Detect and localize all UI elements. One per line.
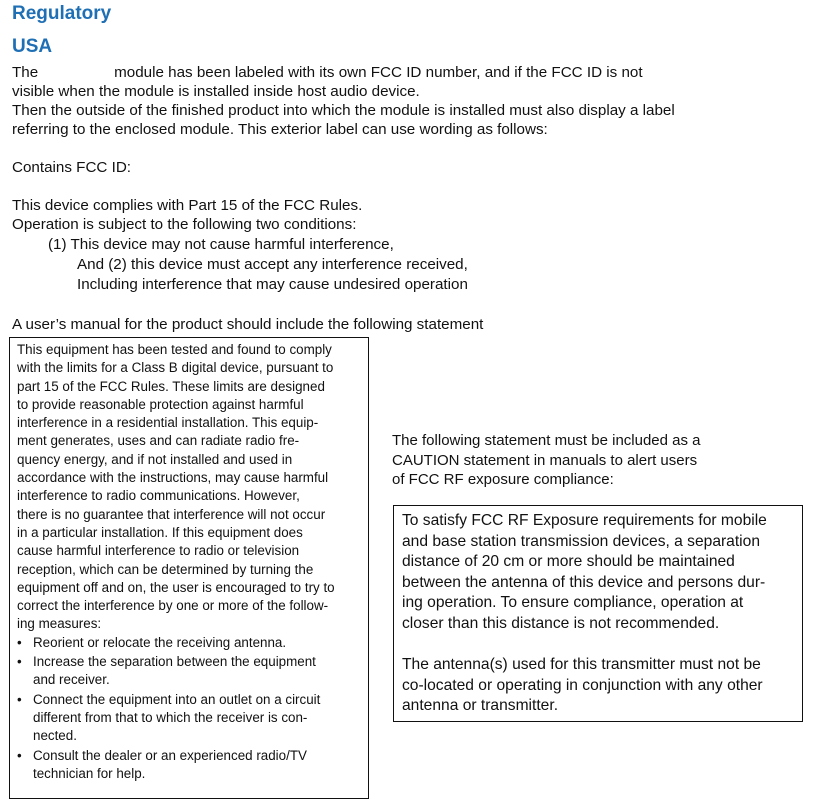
rf-line: between the antenna of this device and persons dur-: [402, 573, 766, 591]
measure-line: Increase the separation between the equipment: [33, 654, 316, 670]
class-b-line: This equipment has been tested and found to comply: [17, 342, 332, 357]
measure-item: [17, 691, 362, 746]
measure-item: [17, 634, 362, 652]
measure-line: Connect the equipment into an outlet on a circuit: [33, 691, 321, 707]
class-b-line: there is no guarantee that interference will not occur: [17, 506, 326, 522]
measure-line: nected.: [33, 728, 77, 744]
measure-line: and receiver.: [33, 672, 110, 688]
measure-item: [17, 653, 362, 690]
class-b-line: equipment off and on, the user is encouraged to try to: [17, 579, 335, 595]
contains-fcc-id: Contains FCC ID:: [12, 159, 132, 176]
measures-list: [17, 634, 362, 783]
rf-line: and base station transmission devices, a separation: [402, 532, 760, 550]
class-b-line: cause harmful interference to radio or television: [17, 543, 300, 559]
intro-line-3: Then the outside of the finished product into which the module is installed must also display a label: [12, 102, 675, 119]
measure-line: Consult the dealer or an experienced radio/TV: [33, 747, 307, 763]
class-b-statement-box: [9, 337, 369, 799]
bullet-icon: •: [17, 691, 22, 707]
caution-intro-line: CAUTION statement in manuals to alert users: [392, 451, 698, 469]
measure-line: technician for help.: [33, 765, 146, 781]
class-b-line: reception, which can be determined by turning the: [17, 561, 314, 577]
caution-intro-line: of FCC RF exposure compliance:: [392, 471, 614, 489]
condition-3: Including interference that may cause undesired operation: [77, 276, 468, 293]
paragraph-gap: [402, 635, 794, 656]
intro-line-1: The module has been labeled with its own FCC ID number, and if the FCC ID is not: [12, 64, 643, 81]
page-heading: Regulatory: [12, 3, 112, 24]
class-b-line: ing measures:: [17, 616, 102, 632]
class-b-line: accordance with the instructions, may cause harmful: [17, 470, 329, 486]
caution-intro-line: The following statement must be included as a: [392, 432, 701, 449]
class-b-line: part 15 of the FCC Rules. These limits are designed: [17, 378, 325, 394]
class-b-line: quency energy, and if not installed and used in: [17, 451, 293, 467]
condition-2: And (2) this device must accept any interference received,: [77, 256, 468, 273]
rf-line: To satisfy FCC RF Exposure requirements for mobile: [402, 512, 767, 529]
class-b-line: correct the interference by one or more of the follow-: [17, 598, 329, 614]
rf-line: distance of 20 cm or more should be maintained: [402, 553, 735, 571]
class-b-line: with the limits for a Class B digital device, pursuant to: [17, 360, 334, 376]
class-b-paragraph: [17, 341, 362, 634]
class-b-line: ment generates, uses and can radiate radio fre-: [17, 433, 300, 449]
measure-line: different from that to which the receiver is con-: [33, 709, 308, 725]
compliance-line-2: Operation is subject to the following two conditions:: [12, 216, 357, 233]
class-b-line: interference in a residential installation. This equip-: [17, 415, 319, 431]
bullet-icon: •: [17, 634, 22, 650]
measure-item: [17, 747, 362, 784]
rf-exposure-box: [393, 505, 803, 722]
class-b-line: to provide reasonable protection against harmful: [17, 396, 304, 412]
rf-line: closer than this distance is not recommended.: [402, 614, 720, 632]
measure-line: Reorient or relocate the receiving antenna.: [33, 634, 287, 650]
rf-line: antenna or transmitter.: [402, 697, 559, 715]
class-b-line: interference to radio communications. However,: [17, 488, 300, 504]
intro-line-4: referring to the enclosed module. This exterior label can use wording as follows:: [12, 121, 548, 138]
rf-line: ing operation. To ensure compliance, operation at: [402, 594, 744, 612]
class-b-line: in a particular installation. If this equipment does: [17, 524, 303, 540]
compliance-line-1: This device complies with Part 15 of the FCC Rules.: [12, 197, 363, 214]
rf-line: The antenna(s) used for this transmitter must not be: [402, 656, 761, 674]
bullet-icon: •: [17, 654, 22, 670]
bullet-icon: •: [17, 747, 22, 763]
caution-intro: [392, 431, 701, 490]
manual-statement: A user’s manual for the product should include the following statement: [12, 316, 484, 333]
rf-line: co-located or operating in conjunction with any other: [402, 676, 763, 694]
condition-1: (1) This device may not cause harmful interference,: [48, 236, 394, 253]
section-heading-usa: USA: [12, 36, 53, 57]
intro-line-2: visible when the module is installed inside host audio device.: [12, 83, 420, 100]
